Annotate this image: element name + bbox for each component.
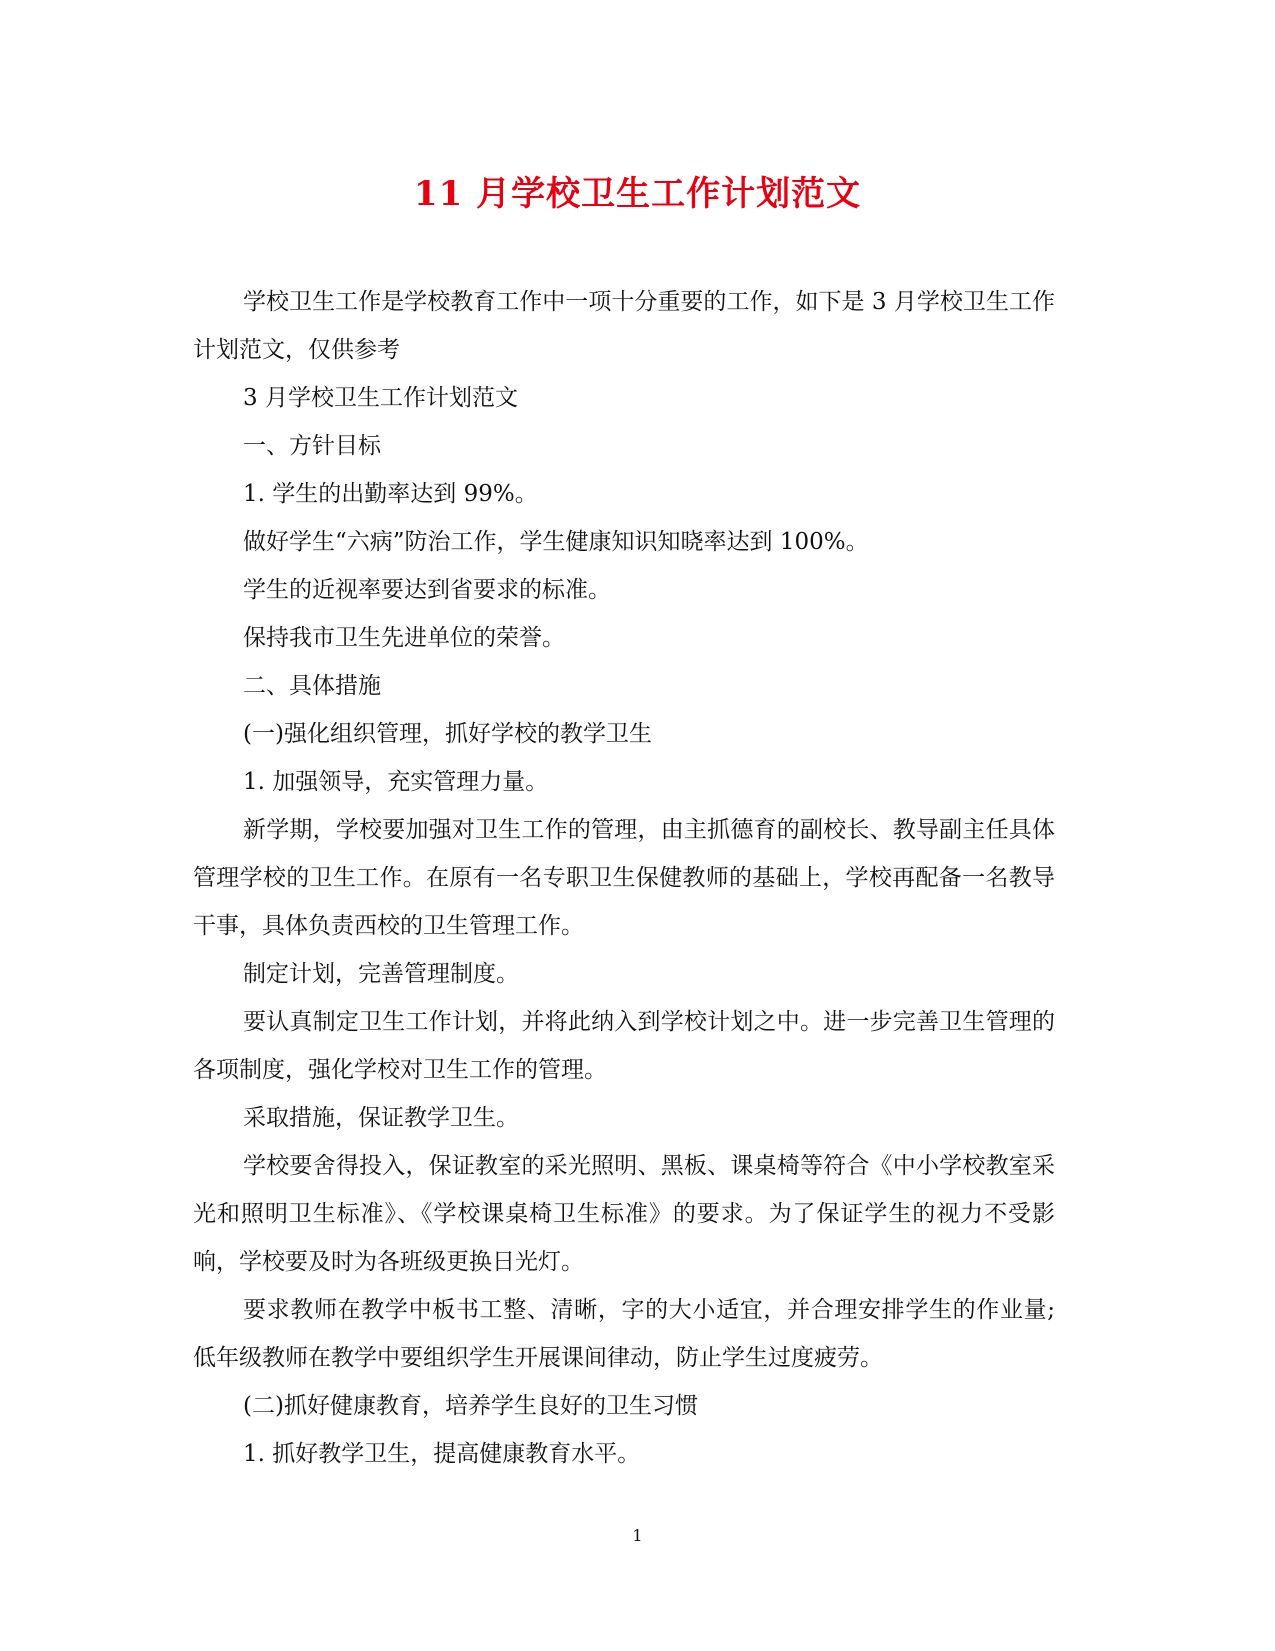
subsection-heading-2: (二)抓好健康教育，培养学生良好的卫生习惯 bbox=[243, 1393, 698, 1419]
paragraph-item-2-1: 1. 抓好教学卫生，提高健康教育水平。 bbox=[243, 1441, 641, 1467]
page-number: 1 bbox=[632, 1526, 643, 1545]
paragraph-investment: 学校要舍得投入，保证教室的采光照明、黑板、课桌椅等符合《中小学校教室采光和照明卫生标准》、《学校课桌椅卫生标准》的要求。为了保证学生的视力不受影响，学校要及时为各班级更换日光灯。 bbox=[193, 1153, 1055, 1275]
paragraph-plan-heading: 制定计划，完善管理制度。 bbox=[243, 961, 519, 987]
paragraph-subtitle: 3 月学校卫生工作计划范文 bbox=[243, 385, 518, 411]
document-body bbox=[193, 278, 1055, 1478]
paragraph-measures-heading: 采取措施，保证教学卫生。 bbox=[243, 1105, 519, 1131]
paragraph-management: 新学期，学校要加强对卫生工作的管理，由主抓德育的副校长、教导副主任具体管理学校的卫生工作。在原有一名专职卫生保健教师的基础上，学校再配备一名教导干事，具体负责西校的卫生管理工作。 bbox=[193, 817, 1055, 939]
document-title: 11 月学校卫生工作计划范文 bbox=[413, 174, 862, 214]
subsection-heading-1: (一)强化组织管理，抓好学校的教学卫生 bbox=[243, 721, 652, 747]
paragraph-goal-1: 1. 学生的出勤率达到 99%。 bbox=[243, 481, 538, 507]
paragraph-intro: 学校卫生工作是学校教育工作中一项十分重要的工作，如下是 3 月学校卫生工作计划范文，仅供参考 bbox=[193, 289, 1055, 363]
paragraph-plan: 要认真制定卫生工作计划，并将此纳入到学校计划之中。进一步完善卫生管理的各项制度，强化学校对卫生工作的管理。 bbox=[193, 1009, 1055, 1083]
paragraph-goal-3: 学生的近视率要达到省要求的标准。 bbox=[243, 577, 611, 603]
paragraph-teacher-requirements: 要求教师在教学中板书工整、清晰，字的大小适宜，并合理安排学生的作业量;低年级教师在教学中要组织学生开展课间律动，防止学生过度疲劳。 bbox=[193, 1297, 1055, 1371]
section-heading-goals: 一、方针目标 bbox=[243, 433, 381, 459]
section-heading-measures: 二、具体措施 bbox=[243, 673, 381, 699]
paragraph-item-1: 1. 加强领导，充实管理力量。 bbox=[243, 769, 549, 795]
paragraph-goal-4: 保持我市卫生先进单位的荣誉。 bbox=[243, 625, 565, 651]
paragraph-goal-2: 做好学生“六病”防治工作，学生健康知识知晓率达到 100%。 bbox=[243, 529, 869, 555]
